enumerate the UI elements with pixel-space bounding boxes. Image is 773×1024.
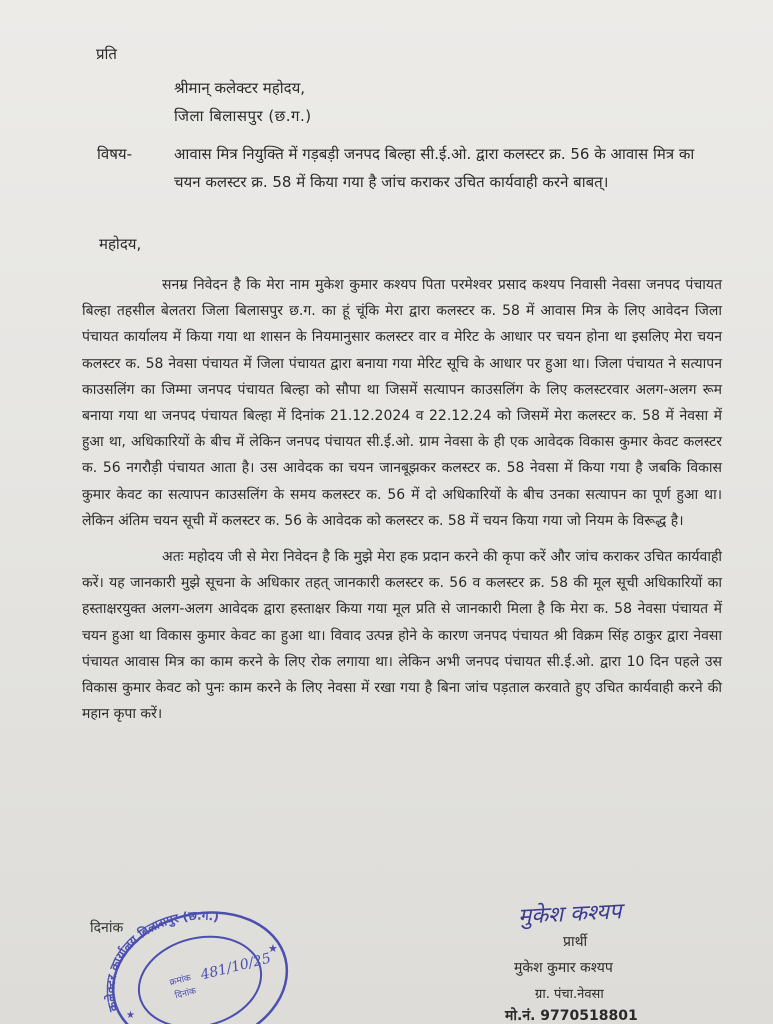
svg-text:कलेक्टर कार्यालय बिलासपुर (छ.ग <box>103 909 220 1014</box>
addressee-line-2: जिला बिलासपुर (छ.ग.) <box>174 107 312 125</box>
svg-text:★: ★ <box>126 1010 135 1021</box>
svg-text:★: ★ <box>268 942 278 955</box>
body-paragraph-2: अतः महोदय जी से मेरा निवेदन है कि मुझे मेरा हक प्रदान करने की कृपा करें और जांच कराकर उचित कार्यवाही करें। यह जानकारी मुझे सूचना के अधिकार तहत् जानकारी कलस्टर क. 56 व कलस्टर क्र. 58 की मूल सूची अधिकारियों का हस्ताक्षरयुक्त अलग-अलग आवेदक द्वारा हस्ताक्षर किया गया मूल प्रति से जानकारी मिला है कि मेरा क. 58 नेवसा पंचायत में चयन हुआ था विकास कुमार केवट का हुआ था। विवाद उत्पन्न होने के कारण जनपद पंचायत श्री विक्रम सिंह ठाकुर द्वारा नेवसा पंचायत आवास मित्र का काम करने के लिए रोक लगाया था। लेकिन अभी जनपद पंचायत सी.ई.ओ. द्वारा 10 दिन पहले उस विकास कुमार केवट को पुनः काम करने के लिए नेवसा में रखा गया है बिना जांच पड़ताल करवाते हुए उचित कार्यवाही करने की महान कृपा करें। <box>82 549 722 723</box>
prarthi-label: प्रार्थी <box>563 934 588 950</box>
letter-body <box>82 272 722 727</box>
body-paragraph-1: सनम्र निवेदन है कि मेरा नाम मुकेश कुमार कश्यप पिता परमेश्वर प्रसाद कश्यप निवासी नेवसा जनपद पंचायत बिल्हा तहसील बेलतरा जिला बिलासपुर छ.ग. का हूं चूंकि मेरा द्वारा कलस्टर क. 58 में आवास मित्र के लिए आवेदन जिला पंचायत कार्यालय में किया गया था शासन के नियमानुसार कलस्टर वार व मेरिट के आधार पर चयन होना था इसलिए मेरा चयन कलस्टर क. 58 नेवसा पंचायत में जिला पंचायत द्वारा बनाया गया मेरिट सूचि के आधार पर हुआ था। जिला पंचायत ने सत्यापन काउसलिंग का जिम्मा जनपद पंचायत बिल्हा को सौपा था जिसमें सत्यापन काउसलिंग के लिए कलस्टरवार अलग-अलग रूम बनाया गया था जनपद पंचायत बिल्हा में दिनांक 21.12.2024 व 22.12.24 को जिसमें मेरा कलस्टर क. 58 में नेवसा में हुआ था, अधिकारियों के बीच में लेकिन जनपद पंचायत सी.ई.ओ. ग्राम नेवसा के ही एक आवेदक विकास कुमार केवट कलस्टर क. 56 नगरौड़ी पंचायत आता है। उस आवेदक का चयन जानबूझकर कलस्टर क. 58 नेवसा में किया गया है जबकि विकास कुमार केवट का सत्यापन काउसलिंग के समय कलस्टर क. 56 में दो अधिकारियों के बीच उनका सत्यापन का पूर्ण हुआ था। लेकिन अंतिम चयन सूची में कलस्टर क. 56 के आवेदक को कलस्टर क. 58 में चयन किया गया जो नियम के विरूद्ध है। <box>82 277 722 529</box>
stamp-arc-text: कलेक्टर कार्यालय बिलासपुर (छ.ग.) <box>103 908 220 1014</box>
signature: मुकेश कश्यप <box>517 899 623 930</box>
prati-label: प्रति <box>96 45 117 63</box>
applicant-name: मुकेश कुमार कश्यप <box>514 960 613 976</box>
stamp-seal-icon <box>100 900 300 1024</box>
svg-text:क्रमांक: क्रमांक <box>168 973 193 989</box>
subject-label: विषय- <box>97 145 133 163</box>
date-label: दिनांक <box>90 920 124 936</box>
applicant-village: ग्रा. पंचा.नेवसा <box>535 987 604 1002</box>
svg-text:दिनांक: दिनांक <box>174 986 198 1002</box>
applicant-mobile: मो.नं. 9770518801 <box>505 1008 638 1024</box>
office-stamp <box>100 900 300 1024</box>
addressee-line-1: श्रीमान् कलेक्टर महोदय, <box>174 79 306 97</box>
subject-text: आवास मित्र नियुक्ति में गड़बड़ी जनपद बिल्हा सी.ई.ओ. द्वारा कलस्टर क्र. 56 के आवास मित्र का चयन कलस्टर क्र. 58 में किया गया है जांच कराकर उचित कार्यवाही करने बाबत्। <box>174 145 695 191</box>
svg-text:481/10/25: 481/10/25 <box>199 950 273 984</box>
salutation: महोदय, <box>99 235 142 253</box>
